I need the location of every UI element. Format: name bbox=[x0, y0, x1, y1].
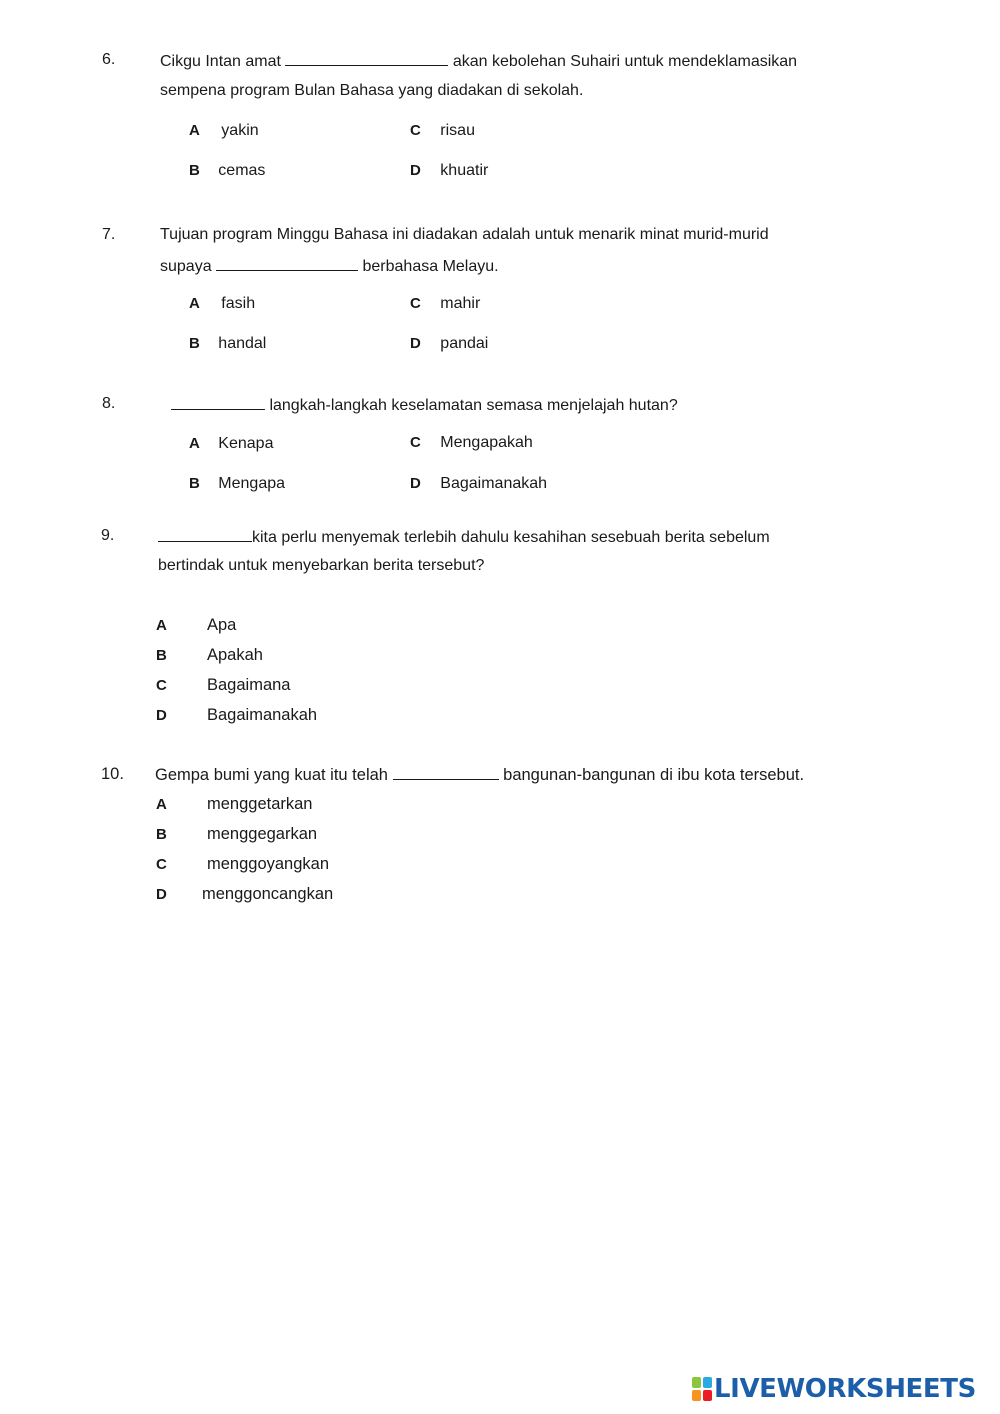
option-text: menggegarkan bbox=[207, 825, 318, 843]
question-number: 7. bbox=[102, 226, 116, 243]
answer-blank bbox=[216, 256, 358, 271]
question-text-after: langkah-langkah keselamatan semasa menjelajah hutan? bbox=[269, 397, 678, 414]
question-text-after: akan kebolehan Suhairi untuk mendeklamasikan bbox=[452, 53, 798, 70]
option-letter: A bbox=[156, 617, 167, 634]
option-letter: B bbox=[189, 335, 200, 352]
question-number: 6. bbox=[102, 51, 116, 68]
option-text: pandai bbox=[440, 335, 489, 352]
option-letter: B bbox=[156, 826, 167, 843]
option-a[interactable] bbox=[189, 122, 259, 140]
logo-square-4 bbox=[703, 1390, 712, 1401]
question-text bbox=[171, 395, 678, 415]
option-letter: C bbox=[410, 295, 421, 312]
option-d[interactable] bbox=[156, 885, 333, 904]
question-text-line2 bbox=[160, 256, 499, 276]
option-letter: C bbox=[410, 434, 421, 451]
question-number: 8. bbox=[102, 395, 116, 412]
option-c[interactable] bbox=[410, 122, 475, 140]
logo-square-2 bbox=[703, 1377, 712, 1388]
option-text: Bagaimana bbox=[207, 676, 291, 694]
liveworksheets-logo[interactable] bbox=[692, 1374, 976, 1404]
question-text bbox=[155, 765, 804, 785]
option-text: khuatir bbox=[440, 162, 489, 179]
option-text: fasih bbox=[221, 295, 256, 312]
option-text: Mengapakah bbox=[440, 434, 533, 451]
answer-blank bbox=[171, 395, 265, 410]
answer-blank bbox=[158, 527, 252, 542]
question-text-after: berbahasa Melayu. bbox=[362, 258, 499, 275]
option-letter: C bbox=[410, 122, 421, 139]
option-b[interactable] bbox=[156, 646, 263, 665]
option-letter: D bbox=[410, 475, 421, 492]
option-letter: C bbox=[156, 677, 167, 694]
option-a[interactable] bbox=[156, 616, 236, 635]
option-b[interactable] bbox=[189, 162, 265, 180]
option-text: menggoncangkan bbox=[202, 885, 334, 903]
option-d[interactable] bbox=[410, 162, 488, 180]
option-a[interactable] bbox=[189, 435, 273, 453]
option-d[interactable] bbox=[410, 475, 547, 493]
question-text-line2: bertindak untuk menyebarkan berita tersebut? bbox=[158, 557, 485, 574]
question-text bbox=[160, 51, 797, 71]
option-text: Apakah bbox=[207, 646, 263, 664]
option-text: mahir bbox=[440, 295, 481, 312]
option-a[interactable] bbox=[189, 295, 255, 313]
liveworksheets-logo-icon bbox=[692, 1377, 712, 1401]
answer-blank bbox=[393, 765, 499, 780]
option-c[interactable] bbox=[410, 295, 480, 313]
option-text: Bagaimanakah bbox=[440, 475, 548, 492]
question-text-line2: sempena program Bulan Bahasa yang diadakan di sekolah. bbox=[160, 82, 584, 99]
option-b[interactable] bbox=[189, 475, 285, 493]
option-text: menggoyangkan bbox=[207, 855, 330, 873]
option-d[interactable] bbox=[410, 335, 488, 353]
question-text: Tujuan program Minggu Bahasa ini diadakan adalah untuk menarik minat murid-murid bbox=[160, 226, 769, 243]
option-letter: B bbox=[189, 162, 200, 179]
question-text-before: Gempa bumi yang kuat itu telah bbox=[155, 766, 388, 784]
option-text: Mengapa bbox=[218, 475, 286, 492]
option-letter: D bbox=[410, 162, 421, 179]
answer-blank bbox=[285, 51, 448, 66]
option-letter: C bbox=[156, 856, 167, 873]
option-letter: A bbox=[189, 122, 200, 139]
question-number: 10. bbox=[101, 765, 124, 783]
question-text bbox=[158, 527, 770, 547]
option-d[interactable] bbox=[156, 706, 317, 725]
option-letter: A bbox=[189, 295, 200, 312]
option-letter: D bbox=[156, 886, 167, 903]
option-c[interactable] bbox=[410, 434, 533, 452]
question-text-before: supaya bbox=[160, 258, 212, 275]
option-b[interactable] bbox=[156, 825, 317, 844]
option-text: handal bbox=[218, 335, 267, 352]
option-text: risau bbox=[440, 122, 475, 139]
option-text: Kenapa bbox=[218, 435, 274, 452]
logo-square-3 bbox=[692, 1390, 701, 1401]
question-text-after: kita perlu menyemak terlebih dahulu kesahihan sesebuah berita sebelum bbox=[252, 529, 770, 546]
option-text: Apa bbox=[207, 616, 237, 634]
option-text: yakin bbox=[221, 122, 259, 139]
question-text-after: bangunan-bangunan di ibu kota tersebut. bbox=[503, 766, 805, 784]
option-text: Bagaimanakah bbox=[207, 706, 318, 724]
question-text-before: Cikgu Intan amat bbox=[160, 53, 281, 70]
question-number: 9. bbox=[101, 527, 115, 544]
option-text: menggetarkan bbox=[207, 795, 313, 813]
option-letter: D bbox=[410, 335, 421, 352]
logo-square-1 bbox=[692, 1377, 701, 1388]
option-letter: B bbox=[156, 647, 167, 664]
option-letter: B bbox=[189, 475, 200, 492]
option-c[interactable] bbox=[156, 676, 290, 695]
option-a[interactable] bbox=[156, 795, 313, 814]
option-letter: D bbox=[156, 707, 167, 724]
option-c[interactable] bbox=[156, 855, 329, 874]
option-letter: A bbox=[156, 796, 167, 813]
option-letter: A bbox=[189, 435, 200, 452]
option-text: cemas bbox=[218, 162, 266, 179]
logo-text: LIVEWORKSHEETS bbox=[714, 1374, 976, 1404]
option-b[interactable] bbox=[189, 335, 266, 353]
